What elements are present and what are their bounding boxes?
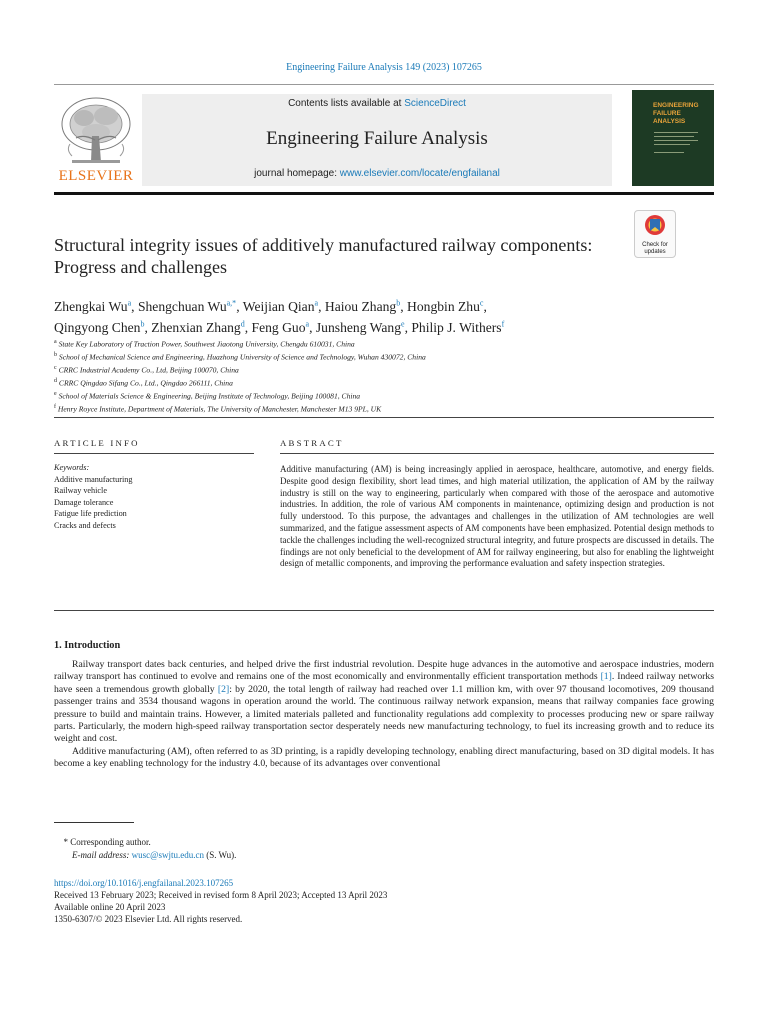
corresponding-author-note: * Corresponding author.: [63, 837, 151, 847]
author: Feng Guo$^a$,: [251, 319, 316, 336]
divider: [280, 453, 714, 454]
cover-title-line2: FAILURE: [653, 110, 681, 117]
author: Weijian Qian$^a$,: [242, 298, 325, 314]
cover-text-line: [654, 132, 698, 133]
sciencedirect-link[interactable]: ScienceDirect: [404, 98, 466, 109]
author-affiliation-link[interactable]: a: [305, 319, 310, 329]
abstract-text: Additive manufacturing (AM) is being increasingly applied in aerospace, healthcare, automotive, and energy fields. Despite good design flexibility, short lead times, and high material utilization, the application of AM by the railway industry is still on the way to engineering, particularly when compared with those of the aerospace and automotive industries. In addition, the role of various AM components in maintenance, optimizing design and production is not fully understood. To this purpose, the advantages and challenges in the utilization of AM technologies are well summarized, and the fatigue assessment aspects of AM components have been emphasized. Potential design methods to tackle the challenges including the well-recognized structural integrity, and future prospects are discussed in details. The findings are not only beneficial to the development of AM for railway engineering, but also for enabling the lightweight design of metallic components, and improving the performance evaluation and safety inspection strategies.: [280, 464, 714, 569]
keywords-block: [54, 462, 254, 531]
doi-link[interactable]: https://doi.org/10.1016/j.engfailanal.2023.107265: [54, 878, 234, 888]
author: Haiou Zhang$^b$,: [324, 298, 408, 314]
abstract-heading: ABSTRACT: [280, 438, 344, 448]
available-online: Available online 20 April 2023: [54, 902, 166, 912]
divider: [54, 453, 254, 454]
affiliation-list: [54, 337, 714, 415]
paragraph: Railway transport dates back centuries, and helped drive the first industrial revolution. Despite huge advances in the automotive and aerospace industries, modern railway transport has continued to evolve and remains one of the most economically and environmentally efficient transportation methods [1]. Indeed railway networks have seen a tremendous growth globally [2]: by 2020, the total length of railway had reached over 1.1 million km, with over 97 thousand locomotives, 209 thousand passenger trains and 3534 thousand wagons in operation around the world. The continuous railway network expansion, means that railway companies face growing pressure to build and maintain trains. However, a limited materials palleted and functionality regulations add complexity to processes producing new or spare railway parts. Particularly, the modern high-speed railway transportation sector desperately needs new manufacturing technology, to fuel its increasing growth and to reduce its weight and cost.: [54, 659, 715, 745]
homepage-prefix: journal homepage:: [254, 168, 340, 179]
check-for-updates-badge[interactable]: [634, 210, 676, 258]
author-affiliation-link[interactable]: c: [479, 298, 484, 307]
author: Shengchuan $Wu^{a,*}$,: [137, 298, 243, 314]
paragraph: Additive manufacturing (AM), often referred to as 3D printing, is a rapidly developing technology, enabling direct manufacturing, based on 3D digital models. It has become a key enabling technology for the industry 4.0, because of its advantages over conventional: [54, 745, 714, 770]
journal-title: Engineering Failure Analysis: [266, 128, 488, 149]
author-affiliation-link[interactable]: a: [127, 298, 132, 307]
keyword: Damage tolerance: [54, 497, 114, 507]
section-heading-introduction: 1. Introduction: [54, 640, 121, 651]
copyright: 1350-6307/© 2023 Elsevier Ltd. All rights reserved.: [54, 914, 243, 924]
introduction-body: [54, 659, 714, 771]
affiliation: $^a$ State Key Laboratory of Traction Power, Southwest Jiaotong University, Chengdu 610031, China: [54, 339, 355, 349]
divider: [54, 417, 714, 418]
author: Qingyong Chen$^b$,: [54, 319, 152, 336]
cover-text-line: [654, 152, 684, 153]
author-list: [54, 294, 714, 337]
cover-text-line: [654, 136, 694, 137]
keyword: Railway vehicle: [54, 486, 107, 495]
divider: [54, 610, 714, 611]
affiliation: $^f$ Henry Royce Institute, Department of Materials, The University of Manchester, Manchester M13 9PL, UK: [54, 404, 382, 414]
cover-title-line1: ENGINEERING: [653, 102, 699, 109]
author: Zhengkai Wu$^a$,: [54, 298, 138, 314]
journal-cover: [632, 90, 714, 186]
article-info-heading: ARTICLE INFO: [54, 438, 140, 448]
author: Philip J. Withers$^f$: [411, 319, 505, 336]
contents-prefix: Contents lists available at: [288, 98, 405, 109]
article-title: Structural integrity issues of additively manufactured railway components: Progress and challenges: [54, 235, 593, 277]
header-top-rule: [54, 84, 714, 85]
author-affiliation-link[interactable]: e: [401, 319, 405, 329]
keyword: Cracks and defects: [54, 520, 116, 530]
cover-title-line3: ANALYSIS: [653, 118, 686, 125]
author-affiliation-link[interactable]: b: [396, 298, 401, 307]
received-dates: Received 13 February 2023; Received in revised form 8 April 2023; Accepted 13 April 2023: [54, 890, 388, 900]
elsevier-logo: [54, 94, 138, 186]
crossmark-label-1: Check for: [642, 242, 668, 248]
header-bottom-rule: [54, 192, 714, 195]
author-affiliation-link[interactable]: b: [140, 319, 145, 329]
keywords-label: Keywords:: [54, 463, 90, 472]
homepage-link[interactable]: www.elsevier.com/locate/engfailanal: [339, 168, 500, 179]
author-affiliation-link[interactable]: a,*: [226, 298, 237, 307]
footnote-rule: [54, 822, 134, 823]
keyword: Additive manufacturing: [54, 474, 133, 484]
author: Hongbin Zhu$^c$,: [407, 298, 487, 314]
author-affiliation-link[interactable]: d: [240, 319, 245, 329]
crossmark-label-2: updates: [644, 249, 666, 255]
email-line: E-mail address: wusc@swjtu.edu.cn (S. Wu).: [72, 849, 237, 860]
publisher-wordmark: ELSEVIER: [58, 168, 134, 184]
email-link[interactable]: wusc@swjtu.edu.cn: [131, 849, 204, 860]
citation-link[interactable]: [2]: [217, 683, 230, 695]
cover-text-line: [654, 144, 690, 145]
author-affiliation-link[interactable]: f: [501, 319, 505, 329]
crossmark-icon: [635, 211, 675, 237]
keyword: Fatigue life prediction: [54, 509, 127, 518]
affiliation: $^d$ CRRC Qingdao Sifang Co., Ltd., Qingdao 266111, China: [54, 378, 233, 388]
journal-reference[interactable]: Engineering Failure Analysis 149 (2023) 107265: [286, 62, 482, 73]
affiliation: $^e$ School of Materials Science & Engineering, Beijing Institute of Technology, Beijing 100081, China: [54, 391, 361, 401]
homepage-line: [142, 168, 612, 179]
cover-text-line: [654, 140, 698, 141]
author-affiliation-link[interactable]: a: [314, 298, 319, 307]
author: Zhenxian Zhang$^d$,: [151, 319, 252, 336]
journal-header-box: [142, 94, 612, 186]
author: Junsheng Wang$^e$,: [315, 319, 412, 336]
article-metadata: [54, 877, 387, 925]
affiliation: $^b$ School of Mechanical Science and Engineering, Huazhong University of Science and Technology, Wuhan 430072, China: [54, 352, 426, 362]
citation-link[interactable]: [1]: [600, 671, 612, 683]
footnote: [54, 836, 236, 861]
affiliation: $^c$ CRRC Industrial Academy Co., Ltd, Beijing 100070, China: [54, 365, 239, 375]
contents-line: [142, 98, 612, 109]
